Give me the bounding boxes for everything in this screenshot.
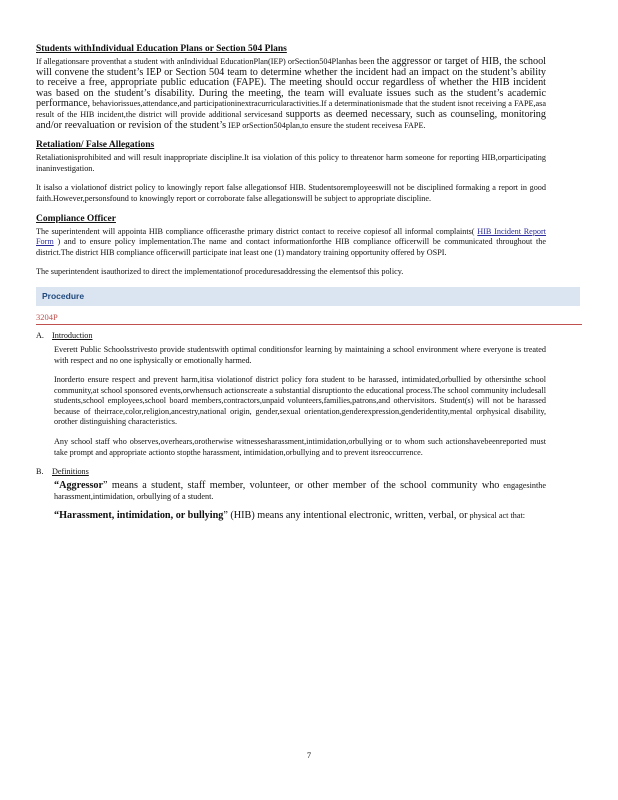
- paragraph-compliance-2: The superintendent isauthorized to direct the implementationof proceduresaddressing the elementsof this policy.: [36, 267, 404, 277]
- intro-paragraph-1: Everett Public Schoolsstrivesto provide studentswith optimal conditionsfor learning by maintaining a school environment where everyone is treated with respect and no one isphysically or emotionally harmed.: [54, 344, 546, 365]
- intro-paragraph-2: Inorderto ensure respect and prevent harm,itisa violationof district policy fora student to be harassed, intimidated,orbullied by othersinthe school community,at school sponsored events,orwhensuch actionscreate a substantial disruptionto the educational process.The school community includesall students,school employees,school board members,contractors,unpaid volunteers,families,patrons,and othervisitors. Student(s) will not be harassed because of theirrace,color,religion,ancestry,national origin, gender,sexual orientation,genderexpression,genderidentity,mental orphysical disability, orother distinguishing characteristics.: [54, 375, 546, 427]
- section-a-heading: A. Introduction: [36, 330, 93, 340]
- section-heading-retaliation: Retaliation/ False Allegations: [36, 140, 155, 151]
- definition-aggressor: “Aggressor” means a student, staff member, volunteer, or other member of the school community who engagesinthe harassment,intimidation, orbullying of a student.: [54, 480, 546, 501]
- definition-hib: “Harassment, intimidation, or bullying” (HIB) means any intentional electronic, written, verbal, or physical act that:: [54, 510, 526, 522]
- paragraph-retaliation-1: Retaliationisprohibited and will result inappropriate discipline.It isa violation of this policy to threatenor harm someone for reporting HIB,orparticipating inaninvestigation.: [36, 153, 546, 173]
- section-heading-iep: Students withIndividual Education Plans or Section 504 Plans: [36, 44, 287, 54]
- procedure-code: 3204P: [36, 311, 58, 322]
- paragraph-retaliation-2: It isalso a violationof district policy to knowingly report false allegationsof HIB. Studentsoremployeeswill not be disciplined formaking a report in good faith.However,personsfound to knowingly report or corroborate false allegationswill be subject to appropriate discipline.: [36, 183, 546, 203]
- page-number: 7: [306, 750, 312, 760]
- hib-incident-report-form-link[interactable]: HIB Incident Report Form: [36, 226, 547, 247]
- document-page: [36, 44, 546, 531]
- section-heading-compliance: Compliance Officer: [36, 213, 116, 224]
- intro-paragraph-3: Any school staff who observes,overhears,orotherwise witnessesharassment,intimidation,orbullying or to whom such actionshavebeenreported must take prompt and appropriate actionto stopthe harassment, intimidation,orbullying and to prevent itsreoccurrence.: [54, 437, 546, 457]
- divider: [36, 324, 582, 325]
- procedure-banner: Procedure: [36, 287, 580, 306]
- section-b-heading: B. Definitions: [36, 467, 89, 477]
- paragraph-compliance-1: The superintendent will appointa HIB compliance officerasthe primary district contact to receive copiesof all informal complaints( HIB Incident Report Form ) and to ensure policy implementation.The name and contact informationforthe HIB compliance officerwill be communicated throughout the district.The district HIB compliance officerwill participate inat least one (1) mandatory training opportunity offered by OSPI.: [36, 226, 547, 257]
- paragraph-iep: If allegationsare proventhat a student with anIndividual EducationPlan(IEP) orSection504Planhas been the aggressor or target of HIB, the school will convene the student’s IEP or Section 504 team to determine whether the incident had an impact on the student’s ability to receive a free, appropriate public education (FAPE). The meeting should occur regardless of whether the HIB incident was based on the student’s disability. During the meeting, the team will evaluate issues such as the student’s academic performance, behaviorissues,attendance,and participationinextracurricularactivities.If a determinationismade that the student isnot receiving a FAPE,asa result of the HIB incident,the district will provide additional servicesand supports as deemed necessary, such as counseling, monitoring and/or reevaluation or revision of the student’s IEP orSection504plan,to ensure the student receivesa FAPE.: [36, 56, 546, 131]
